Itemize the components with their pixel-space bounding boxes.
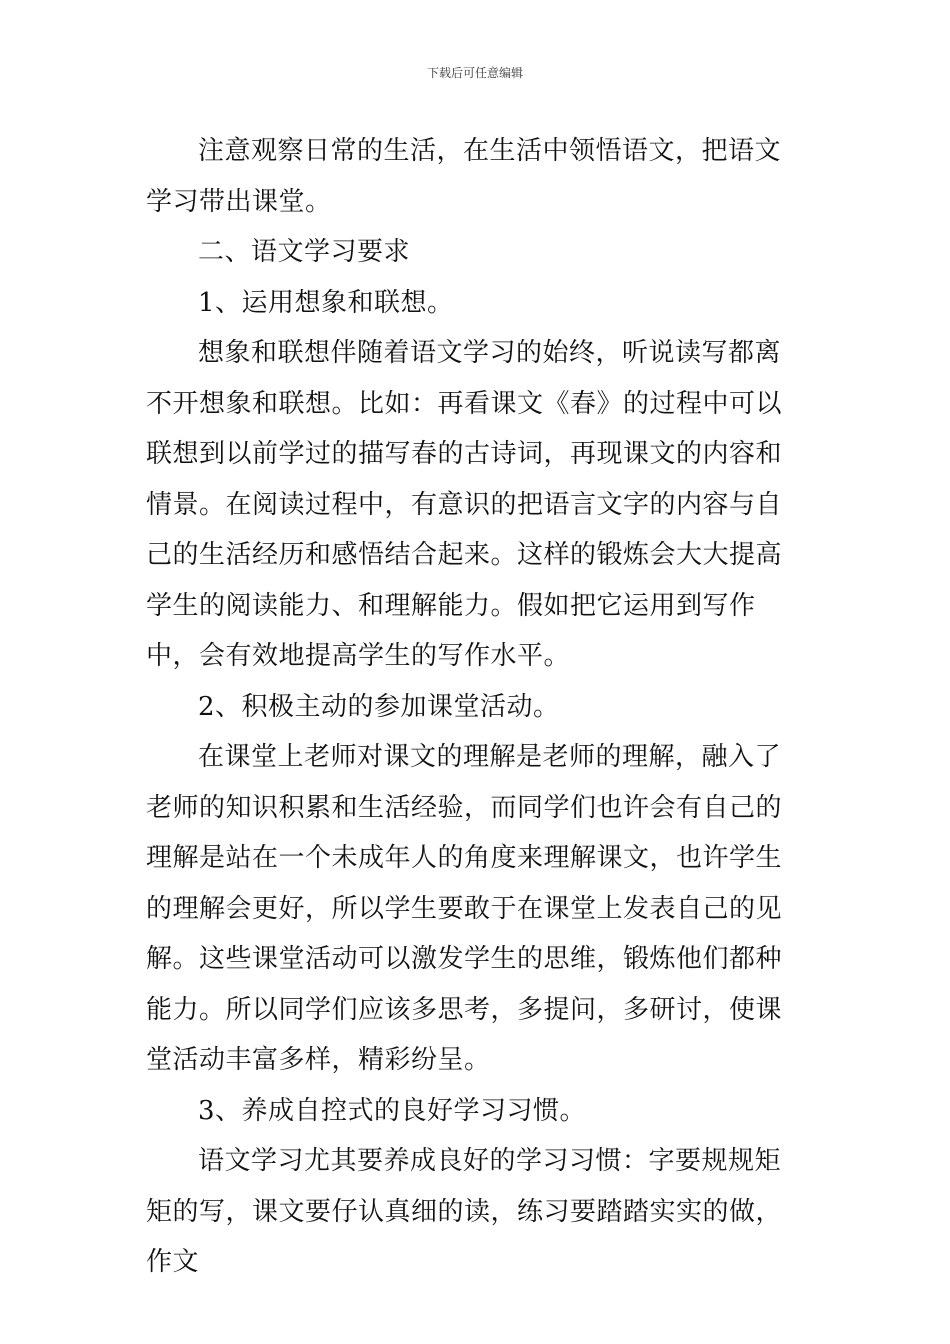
page-header: 下载后可任意编辑 xyxy=(426,66,523,80)
subsection-heading: 1、运用想象和联想。 xyxy=(198,287,454,318)
paragraph: 在课堂上老师对课文的理解是老师的理解，融入了老师的知识积累和生活经验，而同学们也许会有自己的理解是站在一个未成年人的角度来理解课文，也许学生的理解会更好，所以学生要敢于在课堂上发表自己的见解。这些课堂活动可以激发学生的思维，锻炼他们都种能力。所以同学们应该多思考，多提问，多研讨，使课堂活动丰富多样，精彩纷呈。 xyxy=(146,742,783,1075)
paragraph: 语文学习尤其要养成良好的学习习惯：字要规规矩矩的写，课文要仔认真细的读，练习要踏踏实实的做，作文 xyxy=(146,1146,783,1277)
section-heading: 二、语文学习要求 xyxy=(198,237,411,267)
subsection-heading: 2、积极主动的参加课堂活动。 xyxy=(198,691,560,722)
paragraph: 想象和联想伴随着语文学习的始终，听说读写都离不开想象和联想。比如：再看课文《春》的过程中可以联想到以前学过的描写春的古诗词，再现课文的内容和情景。在阅读过程中，有意识的把语言文字的内容与自己的生活经历和感悟结合起来。这样的锻炼会大大提高学生的阅读能力、和理解能力。假如把它运用到写作中，会有效地提高学生的写作水平。 xyxy=(146,338,783,671)
subsection-heading: 3、养成自控式的良好学习习惯。 xyxy=(198,1095,587,1126)
document-body xyxy=(146,126,806,1288)
paragraph: 注意观察日常的生活，在生活中领悟语文，把语文学习带出课堂。 xyxy=(146,136,782,217)
